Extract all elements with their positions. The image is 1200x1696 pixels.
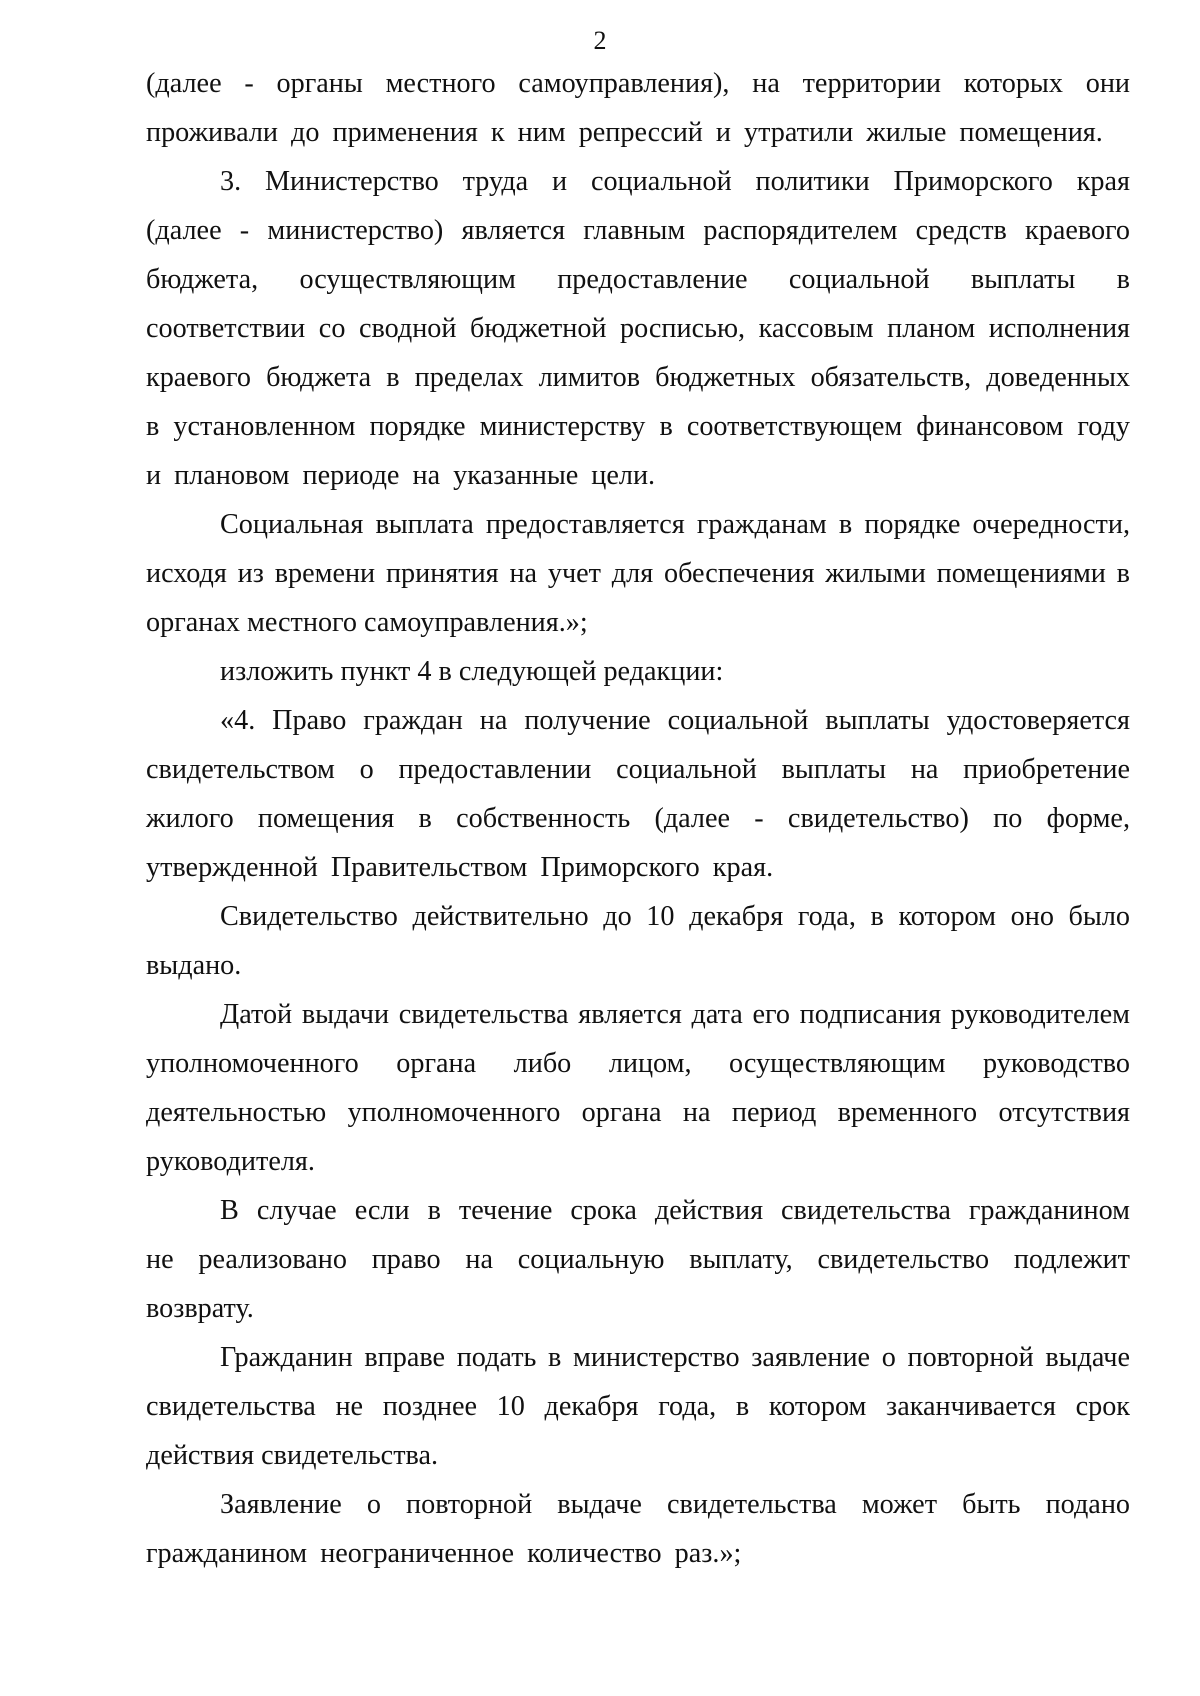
paragraph-amend-item-4: изложить пункт 4 в следующей редакции: xyxy=(220,656,724,687)
document-body xyxy=(146,59,1130,1578)
paragraph-unlimited-requests: Заявление о повторной выдаче свидетельства может быть подано гражданином неограниченное количество раз.»; xyxy=(146,1489,1130,1569)
paragraph-certificate-validity: Свидетельство действительно до 10 декабря года, в котором оно было выдано. xyxy=(146,901,1130,981)
paragraph-reissue-request: Гражданин вправе подать в министерство заявление о повторной выдаче свидетельства не позднее 10 декабря года, в котором заканчивается срок действия свидетельства. xyxy=(146,1342,1130,1471)
paragraph-item-4: «4. Право граждан на получение социальной выплаты удостоверяется свидетельством о предоставлении социальной выплаты на приобретение жилого помещения в собственность (далее - свидетельство) по форме, утвержденной Правительством Приморского края. xyxy=(146,705,1130,883)
paragraph-return: В случае если в течение срока действия свидетельства гражданином не реализовано право на социальную выплату, свидетельство подлежит возврату. xyxy=(146,1195,1130,1324)
paragraph-continuation: (далее - органы местного самоуправления), на территории которых они проживали до применения к ним репрессий и утратили жилые помещения. xyxy=(146,68,1130,148)
paragraph-social-payment-order: Социальная выплата предоставляется гражданам в порядке очередности, исходя из времени принятия на учет для обеспечения жилыми помещениями в органах местного самоуправления.»; xyxy=(146,509,1130,638)
paragraph-issue-date: Датой выдачи свидетельства является дата его подписания руководителем уполномоченного органа либо лицом, осуществляющим руководство деятельностью уполномоченного органа на период временного отсутствия руководителя. xyxy=(146,999,1130,1177)
page-number: 2 xyxy=(593,26,607,55)
paragraph-item-3: 3. Министерство труда и социальной политики Приморского края (далее - министерство) является главным распорядителем средств краевого бюджета, осуществляющим предоставление социальной выплаты в соответствии со сводной бюджетной росписью, кассовым планом исполнения краевого бюджета в пределах лимитов бюджетных обязательств, доведенных в установленном порядке министерству в соответствующем финансовом году и плановом периоде на указанные цели. xyxy=(146,166,1130,491)
